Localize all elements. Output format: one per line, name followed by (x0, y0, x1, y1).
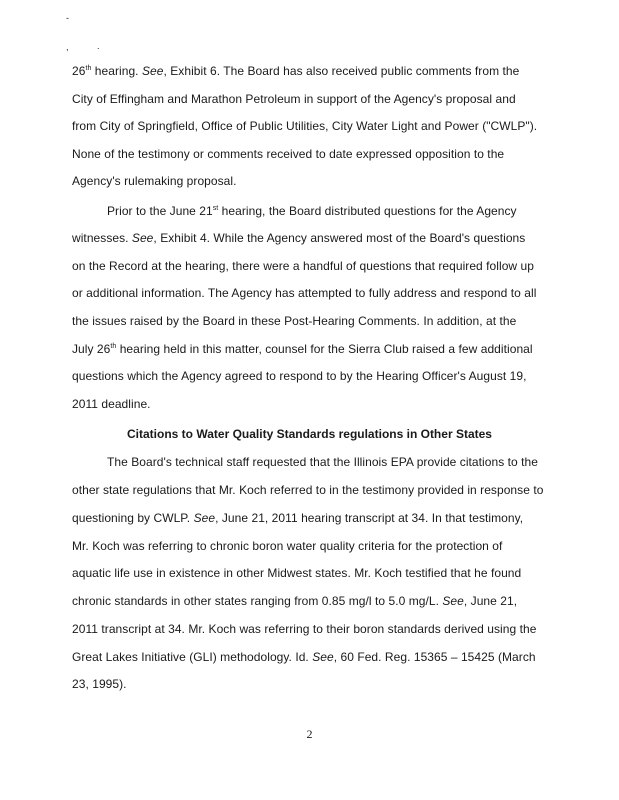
scan-mark: , (66, 42, 69, 52)
page-number: 2 (306, 727, 313, 741)
paragraph-2-line: Prior to the June 21st hearing, the Board distributed questions for the Agency (107, 204, 517, 218)
paragraph-2-line: questions which the Agency agreed to respond to by the Hearing Officer's August 19, (72, 369, 527, 383)
paragraph-1-line: 26th hearing. See, Exhibit 6. The Board has also received public comments from the (72, 64, 520, 78)
scan-mark: - (66, 13, 69, 23)
paragraph-1-line: from City of Springfield, Office of Public Utilities, City Water Light and Power ("CWLP"). (72, 119, 538, 133)
paragraph-2-line: on the Record at the hearing, there were a handful of questions that required follow up (72, 259, 534, 273)
paragraph-3-line: Great Lakes Initiative (GLI) methodology. Id. See, 60 Fed. Reg. 15365 – 15425 (March (72, 650, 536, 664)
paragraph-3-line: chronic standards in other states ranging from 0.85 mg/l to 5.0 mg/L. See, June 21, (72, 594, 518, 608)
section-heading: Citations to Water Quality Standards regulations in Other States (127, 427, 492, 441)
paragraph-1-line: Agency's rulemaking proposal. (72, 174, 237, 188)
paragraph-3-line: The Board's technical staff requested that the Illinois EPA provide citations to the (107, 455, 538, 469)
paragraph-3-line: 23, 1995). (72, 677, 127, 691)
paragraph-3-line: questioning by CWLP. See, June 21, 2011 hearing transcript at 34. In that testimony, (72, 511, 524, 525)
paragraph-3-line: Mr. Koch was referring to chronic boron water quality criteria for the protection of (72, 539, 503, 553)
paragraph-1-line: None of the testimony or comments received to date expressed opposition to the (72, 147, 505, 161)
paragraph-1-line: City of Effingham and Marathon Petroleum in support of the Agency's proposal and (72, 92, 516, 106)
paragraph-3-line: aquatic life use in existence in other Midwest states. Mr. Koch testified that he found (72, 566, 522, 580)
paragraph-3-line: 2011 transcript at 34. Mr. Koch was referring to their boron standards derived using the (72, 622, 537, 636)
scan-mark: . (97, 41, 100, 51)
paragraph-3-line: other state regulations that Mr. Koch referred to in the testimony provided in response to (72, 483, 544, 497)
paragraph-2-line: the issues raised by the Board in these Post-Hearing Comments. In addition, at the (72, 314, 517, 328)
paragraph-2-line: witnesses. See, Exhibit 4. While the Agency answered most of the Board's questions (72, 231, 526, 245)
paragraph-2-line: July 26th hearing held in this matter, counsel for the Sierra Club raised a few additional (72, 342, 533, 356)
paragraph-2-line: or additional information. The Agency has attempted to fully address and respond to all (72, 286, 537, 300)
paragraph-2-line: 2011 deadline. (72, 397, 151, 411)
